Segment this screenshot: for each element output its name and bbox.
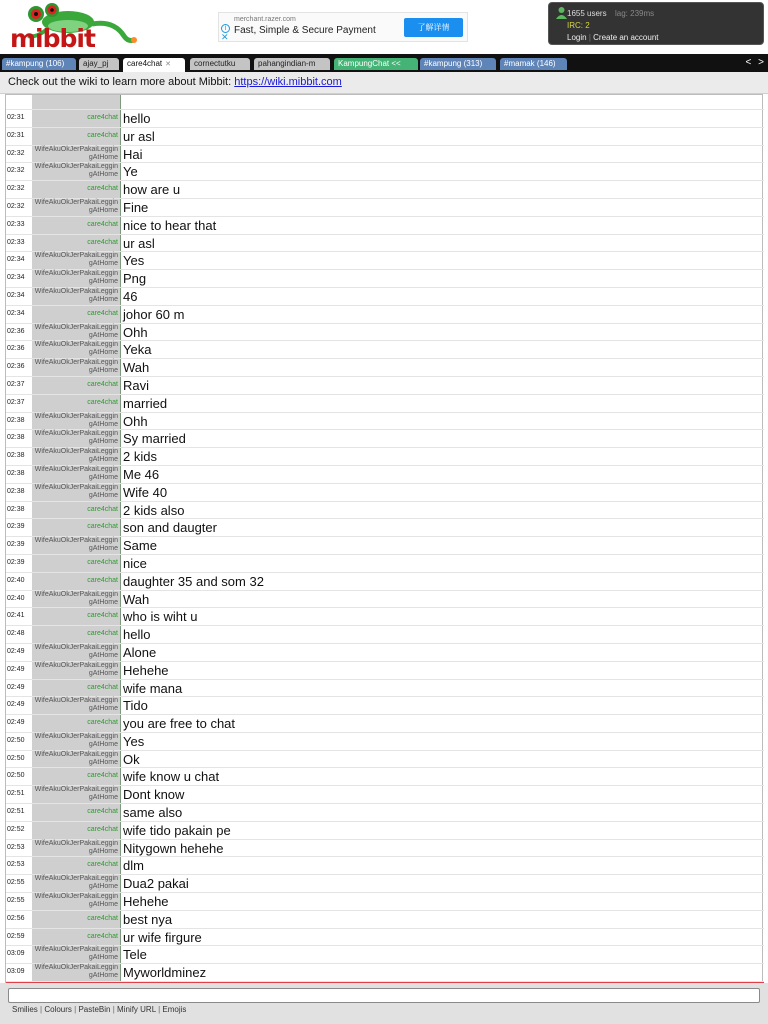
message-time: 02:51 xyxy=(7,790,25,798)
message-time: 02:48 xyxy=(7,630,25,638)
message-nick[interactable]: care4chat xyxy=(87,558,118,566)
message-nick[interactable]: WifeAkuOkJerPakaiLeggingAtHome xyxy=(34,732,118,748)
message-row xyxy=(6,181,764,199)
message-text: who is wiht u xyxy=(123,609,198,625)
message-text: daughter 35 and som 32 xyxy=(123,573,264,589)
status-login-box xyxy=(548,2,764,45)
message-nick[interactable]: care4chat xyxy=(87,505,118,513)
tab-scroll-arrows[interactable]: < > xyxy=(745,57,766,68)
message-time: 03:09 xyxy=(7,950,25,958)
tab-ajay-pj[interactable]: ajay_pj xyxy=(79,58,119,70)
message-row xyxy=(6,733,764,751)
tools-bar xyxy=(12,1005,186,1014)
message-text: Ravi xyxy=(123,377,150,393)
message-nick[interactable]: care4chat xyxy=(87,772,118,780)
message-text: Png xyxy=(123,271,147,287)
message-rows xyxy=(6,95,764,1000)
wiki-link[interactable]: https://wiki.mibbit.com xyxy=(234,76,342,88)
message-nick[interactable]: WifeAkuOkJerPakaiLeggingAtHome xyxy=(34,412,118,428)
message-text: hello xyxy=(123,627,151,643)
message-time: 02:31 xyxy=(7,114,25,121)
tab-kampung-106[interactable]: #kampung (106) xyxy=(2,58,76,70)
message-row xyxy=(6,555,764,573)
message-text: Ohh xyxy=(123,324,148,340)
message-row xyxy=(6,644,764,662)
message-row xyxy=(6,786,764,804)
message-time: 02:52 xyxy=(7,825,25,833)
message-time: 02:49 xyxy=(7,719,25,727)
message-row xyxy=(6,875,764,893)
message-row xyxy=(6,626,764,644)
message-row xyxy=(6,110,764,128)
message-row xyxy=(6,697,764,715)
message-nick[interactable]: WifeAkuOkJerPakaiLeggingAtHome xyxy=(34,964,118,980)
message-time: 02:39 xyxy=(7,523,25,531)
message-text: married xyxy=(123,395,168,411)
message-nick[interactable]: WifeAkuOkJerPakaiLeggingAtHome xyxy=(34,465,118,481)
message-text: Hai xyxy=(123,146,143,162)
message-nick[interactable]: WifeAkuOkJerPakaiLeggingAtHome xyxy=(34,270,118,286)
message-nick[interactable]: care4chat xyxy=(87,185,118,193)
message-time: 02:41 xyxy=(7,612,25,620)
message-row xyxy=(6,857,764,875)
message-time: 02:34 xyxy=(7,291,25,299)
message-nick[interactable]: WifeAkuOkJerPakaiLeggingAtHome xyxy=(34,946,118,962)
message-row xyxy=(6,573,764,591)
message-row xyxy=(6,715,764,733)
message-row xyxy=(6,359,764,377)
message-nick[interactable]: WifeAkuOkJerPakaiLeggingAtHome xyxy=(34,359,118,375)
login-link[interactable]: Login xyxy=(567,33,587,42)
message-time: 02:38 xyxy=(7,505,25,513)
channel-tabs xyxy=(0,54,768,72)
message-row xyxy=(6,840,764,858)
message-time: 02:34 xyxy=(7,274,25,282)
message-text: Yes xyxy=(123,253,145,269)
logo-text: mibbit xyxy=(10,24,95,53)
topic-text: Check out the wiki to learn more about Mibbit: https://wiki.mibbit.com xyxy=(8,76,342,88)
message-nick[interactable]: WifeAkuOkJerPakaiLeggingAtHome xyxy=(34,893,118,909)
message-text: Hehehe xyxy=(123,662,169,678)
tab-care4chat[interactable]: care4chat ✕ xyxy=(123,58,185,72)
message-time: 02:50 xyxy=(7,772,25,780)
message-time: 02:37 xyxy=(7,380,25,388)
message-time: 02:38 xyxy=(7,469,25,477)
message-time: 02:32 xyxy=(7,149,25,157)
message-text: Ok xyxy=(123,751,140,767)
message-nick[interactable]: WifeAkuOkJerPakaiLeggingAtHome xyxy=(34,661,118,677)
tools-separator: | xyxy=(74,1005,77,1014)
message-row xyxy=(6,199,764,217)
message-time: 02:55 xyxy=(7,879,25,887)
message-row xyxy=(6,235,764,253)
message-text: 2 kids also xyxy=(123,502,185,518)
tools-separator: | xyxy=(158,1005,161,1014)
message-nick[interactable]: care4chat xyxy=(87,612,118,620)
message-row xyxy=(6,163,764,181)
message-nick[interactable]: WifeAkuOkJerPakaiLeggingAtHome xyxy=(34,145,118,161)
message-nick[interactable]: care4chat xyxy=(87,398,118,406)
message-time: 02:50 xyxy=(7,736,25,744)
message-row xyxy=(6,270,764,288)
message-text: ur asl xyxy=(123,128,155,144)
tool-link-colours[interactable]: Colours xyxy=(44,1005,72,1014)
message-row xyxy=(6,324,764,342)
channel-topic xyxy=(0,72,768,94)
message-row xyxy=(6,822,764,840)
message-row xyxy=(6,946,764,964)
message-row xyxy=(6,768,764,786)
message-row xyxy=(6,929,764,947)
message-nick[interactable]: WifeAkuOkJerPakaiLeggingAtHome xyxy=(34,252,118,268)
message-text: nice to hear that xyxy=(123,217,217,233)
message-time: 02:39 xyxy=(7,558,25,566)
message-nick[interactable]: care4chat xyxy=(87,523,118,531)
message-row xyxy=(6,288,764,306)
message-nick[interactable]: care4chat xyxy=(87,131,118,139)
message-text: 46 xyxy=(123,288,138,304)
message-text: wife tido pakain pe xyxy=(123,822,231,838)
message-time: 02:37 xyxy=(7,398,25,406)
message-nick[interactable]: care4chat xyxy=(87,309,118,317)
message-row xyxy=(6,893,764,911)
message-text: Myworldminez xyxy=(123,965,207,981)
message-text: Dua2 pakai xyxy=(123,876,189,892)
message-text: Wah xyxy=(123,360,150,376)
message-text: 2 kids xyxy=(123,449,157,465)
message-text: how are u xyxy=(123,182,181,198)
irc-count: IRC: 2 xyxy=(567,21,590,30)
message-nick[interactable]: care4chat xyxy=(87,238,118,246)
message-row xyxy=(6,484,764,502)
ad-info-icon[interactable]: i xyxy=(221,24,230,33)
message-text: Yeka xyxy=(123,342,152,358)
message-text: you are free to chat xyxy=(123,716,236,732)
message-time: 02:49 xyxy=(7,665,25,673)
message-text: Tido xyxy=(123,698,148,714)
ad-learn-more-button[interactable]: 了解详情 xyxy=(404,18,463,37)
message-nick[interactable]: care4chat xyxy=(87,380,118,388)
message-row xyxy=(6,306,764,324)
message-text: Ohh xyxy=(123,413,148,429)
message-row xyxy=(6,537,764,555)
message-time: 02:38 xyxy=(7,434,25,442)
message-time: 02:49 xyxy=(7,683,25,691)
message-row xyxy=(6,341,764,359)
message-time: 02:33 xyxy=(7,220,25,228)
message-nick[interactable]: care4chat xyxy=(87,630,118,638)
tools-separator: | xyxy=(40,1005,43,1014)
message-nick[interactable]: WifeAkuOkJerPakaiLeggingAtHome xyxy=(34,198,118,214)
message-time: 02:39 xyxy=(7,541,25,549)
message-time: 02:32 xyxy=(7,167,25,175)
message-row xyxy=(6,466,764,484)
message-row xyxy=(6,430,764,448)
message-nick[interactable]: care4chat xyxy=(87,114,118,121)
message-text: Fine xyxy=(123,199,149,215)
message-text: Nitygown hehehe xyxy=(123,840,224,856)
tool-link-smilies[interactable]: Smilies xyxy=(12,1005,38,1014)
ad-text: Fast, Simple & Secure Payment xyxy=(234,25,376,36)
message-row xyxy=(6,591,764,609)
message-row xyxy=(6,519,764,537)
message-row xyxy=(6,252,764,270)
message-row xyxy=(6,128,764,146)
close-tab-icon[interactable]: ✕ xyxy=(165,61,172,68)
login-links xyxy=(567,33,659,42)
message-text: Alone xyxy=(123,644,157,660)
message-log[interactable] xyxy=(5,94,763,983)
message-row xyxy=(6,751,764,769)
message-time: 02:53 xyxy=(7,861,25,869)
message-nick[interactable]: WifeAkuOkJerPakaiLeggingAtHome xyxy=(34,750,118,766)
message-time: 02:34 xyxy=(7,309,25,317)
message-text: Wife 40 xyxy=(123,484,168,500)
message-time: 02:56 xyxy=(7,914,25,922)
message-row xyxy=(6,502,764,520)
message-nick[interactable]: WifeAkuOkJerPakaiLeggingAtHome xyxy=(34,590,118,606)
message-time: 02:31 xyxy=(7,131,25,139)
message-nick[interactable]: WifeAkuOkJerPakaiLeggingAtHome xyxy=(34,643,118,659)
message-text: wife mana xyxy=(123,680,183,696)
message-time: 03:09 xyxy=(7,968,25,976)
users-count: 1655 users xyxy=(567,9,607,18)
message-text: son and daugter xyxy=(123,520,217,536)
separator: | xyxy=(588,33,591,42)
message-nick[interactable]: care4chat xyxy=(87,683,118,691)
message-nick[interactable]: care4chat xyxy=(87,861,118,869)
message-text: same also xyxy=(123,805,183,821)
message-nick[interactable]: WifeAkuOkJerPakaiLeggingAtHome xyxy=(34,341,118,357)
message-row xyxy=(6,680,764,698)
message-nick[interactable]: WifeAkuOkJerPakaiLeggingAtHome xyxy=(34,697,118,713)
message-time: 02:38 xyxy=(7,452,25,460)
message-time: 02:36 xyxy=(7,327,25,335)
message-time: 02:51 xyxy=(7,808,25,816)
tool-link-minify-url[interactable]: Minify URL xyxy=(117,1005,156,1014)
message-time: 02:32 xyxy=(7,202,25,210)
message-row xyxy=(6,964,764,982)
advertisement[interactable] xyxy=(218,12,468,42)
message-nick[interactable]: WifeAkuOkJerPakaiLeggingAtHome xyxy=(34,537,118,553)
tool-link-pastebin[interactable]: PasteBin xyxy=(78,1005,111,1014)
message-text: Hehehe xyxy=(123,894,169,910)
message-nick[interactable]: WifeAkuOkJerPakaiLeggingAtHome xyxy=(34,448,118,464)
message-row xyxy=(6,662,764,680)
message-row xyxy=(6,146,764,164)
message-time: 02:34 xyxy=(7,256,25,264)
message-nick[interactable]: care4chat xyxy=(87,808,118,816)
message-nick[interactable]: WifeAkuOkJerPakaiLeggingAtHome xyxy=(34,483,118,499)
message-text: ur asl xyxy=(123,235,155,251)
message-time: 02:38 xyxy=(7,487,25,495)
message-row xyxy=(6,377,764,395)
tool-link-emojis[interactable]: Emojis xyxy=(162,1005,187,1014)
message-time: 02:36 xyxy=(7,363,25,371)
ad-domain: merchant.razer.com xyxy=(234,16,296,23)
message-row xyxy=(6,608,764,626)
message-nick[interactable]: care4chat xyxy=(87,576,118,584)
ad-close-icon[interactable]: ✕ xyxy=(221,32,229,42)
message-text: best nya xyxy=(123,911,173,927)
message-row xyxy=(6,395,764,413)
message-time: 02:40 xyxy=(7,594,25,602)
tab-pahangindian-m[interactable]: pahangindian-m xyxy=(254,58,330,70)
tab-kampungchat[interactable]: KampungChat << xyxy=(334,58,418,70)
message-text: dlm xyxy=(123,858,144,874)
create-account-link[interactable]: Create an account xyxy=(593,33,659,42)
message-nick[interactable]: WifeAkuOkJerPakaiLeggingAtHome xyxy=(34,430,118,446)
message-text: wife know u chat xyxy=(123,769,220,785)
message-time: 02:36 xyxy=(7,345,25,353)
message-time: 02:38 xyxy=(7,416,25,424)
message-nick[interactable]: WifeAkuOkJerPakaiLeggingAtHome xyxy=(34,875,118,891)
message-nick[interactable]: WifeAkuOkJerPakaiLeggingAtHome xyxy=(34,786,118,802)
mibbit-logo[interactable] xyxy=(6,2,138,54)
tab-cornectutku[interactable]: cornectutku xyxy=(190,58,250,70)
message-row xyxy=(6,448,764,466)
message-text: Wah xyxy=(123,591,150,607)
lag-indicator: lag: 239ms xyxy=(615,9,655,18)
message-text: nice xyxy=(123,555,147,571)
message-time: 02:33 xyxy=(7,238,25,246)
message-nick[interactable]: WifeAkuOkJerPakaiLeggingAtHome xyxy=(34,163,118,179)
message-nick[interactable]: care4chat xyxy=(87,825,118,833)
message-text: johor 60 m xyxy=(123,306,185,322)
message-time: 02:49 xyxy=(7,701,25,709)
message-nick[interactable]: care4chat xyxy=(87,914,118,922)
message-nick[interactable]: WifeAkuOkJerPakaiLeggingAtHome xyxy=(34,287,118,303)
tab-kampung-313[interactable]: #kampung (313) xyxy=(420,58,496,70)
message-nick[interactable]: care4chat xyxy=(87,932,118,940)
message-nick[interactable]: care4chat xyxy=(87,719,118,727)
message-text: Sy married xyxy=(123,431,186,447)
message-time: 02:49 xyxy=(7,647,25,655)
message-text: ur wife firgure xyxy=(123,929,202,945)
message-text: Dont know xyxy=(123,787,185,803)
tools-separator: | xyxy=(112,1005,115,1014)
header xyxy=(0,0,768,54)
message-time: 02:40 xyxy=(7,576,25,584)
message-row xyxy=(6,413,764,431)
message-time: 02:59 xyxy=(7,932,25,940)
message-text: Tele xyxy=(123,947,147,963)
tab-mamak-146[interactable]: #mamak (146) xyxy=(500,58,567,70)
input-area xyxy=(0,983,768,1024)
chat-input[interactable] xyxy=(8,988,760,1003)
message-row xyxy=(6,911,764,929)
message-text: Yes xyxy=(123,733,145,749)
message-text: Me 46 xyxy=(123,466,160,482)
message-time: 02:50 xyxy=(7,754,25,762)
message-time: 02:32 xyxy=(7,185,25,193)
message-row xyxy=(6,217,764,235)
message-nick[interactable]: WifeAkuOkJerPakaiLeggingAtHome xyxy=(34,839,118,855)
message-nick[interactable]: WifeAkuOkJerPakaiLeggingAtHome xyxy=(34,323,118,339)
message-text: hello xyxy=(123,111,151,126)
message-time: 02:55 xyxy=(7,897,25,905)
message-row xyxy=(6,804,764,822)
message-text: Same xyxy=(123,538,157,554)
message-nick[interactable]: care4chat xyxy=(87,220,118,228)
message-spacer xyxy=(6,95,764,110)
message-text: Ye xyxy=(123,164,138,180)
message-time: 02:53 xyxy=(7,843,25,851)
